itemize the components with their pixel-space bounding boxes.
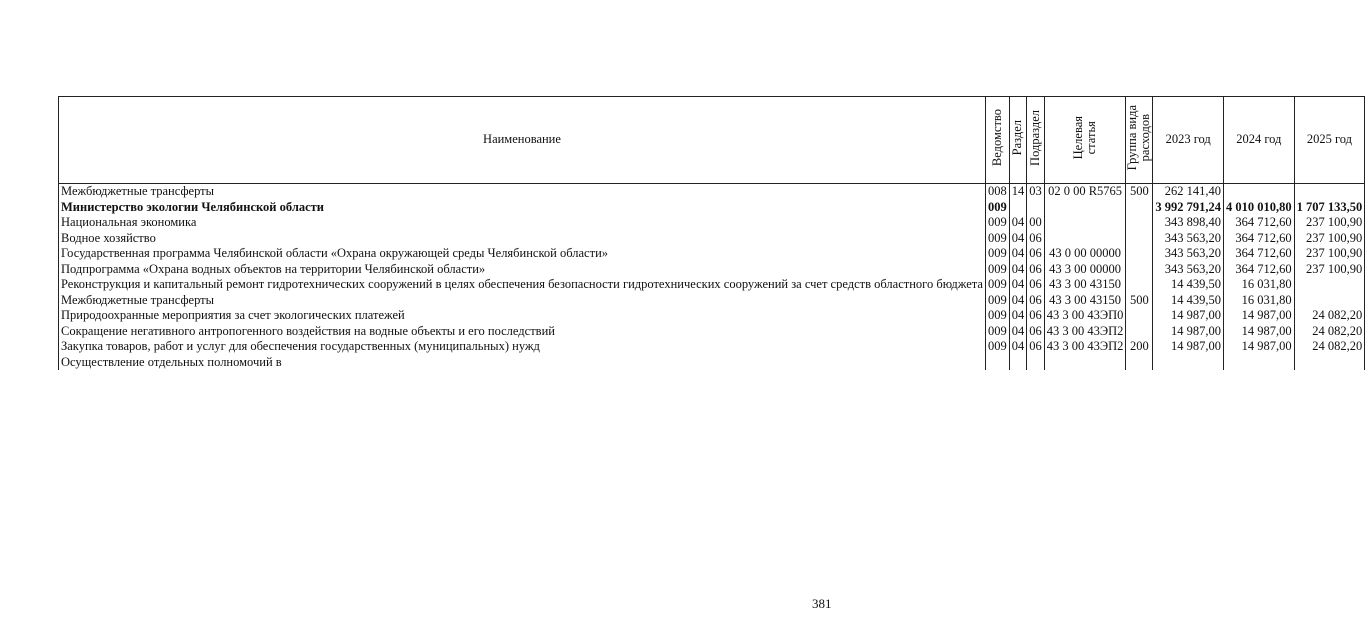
header-vedomstvo: Ведомство (985, 97, 1009, 184)
row-razdel (1009, 200, 1027, 216)
row-celevaya: 43 3 00 43ЭП2 (1044, 324, 1126, 340)
row-2023: 343 563,20 (1153, 262, 1224, 278)
row-vedomstvo: 009 (985, 277, 1009, 293)
row-vedomstvo: 009 (985, 246, 1009, 262)
row-podrazdel: 00 (1027, 215, 1045, 231)
row-celevaya: 43 3 00 43150 (1044, 293, 1126, 309)
table-row (59, 184, 1365, 200)
table-row (59, 231, 1365, 247)
row-name: Закупка товаров, работ и услуг для обеспечения государственных (муниципальных) нужд (59, 339, 986, 355)
row-2023: 14 987,00 (1153, 324, 1224, 340)
header-2024: 2024 год (1224, 97, 1295, 184)
header-razdel: Раздел (1009, 97, 1027, 184)
row-razdel: 14 (1009, 184, 1027, 200)
row-celevaya (1044, 200, 1126, 216)
budget-table (58, 96, 1365, 370)
row-podrazdel: 06 (1027, 339, 1045, 355)
row-razdel: 04 (1009, 339, 1027, 355)
row-podrazdel: 06 (1027, 293, 1045, 309)
table-header-row (59, 97, 1365, 184)
table-row (59, 215, 1365, 231)
row-2023: 343 563,20 (1153, 231, 1224, 247)
row-celevaya (1044, 215, 1126, 231)
row-gruppa (1126, 200, 1153, 216)
row-podrazdel: 06 (1027, 246, 1045, 262)
row-razdel: 04 (1009, 246, 1027, 262)
row-gruppa (1126, 308, 1153, 324)
row-gruppa: 500 (1126, 293, 1153, 309)
row-celevaya: 43 0 00 00000 (1044, 246, 1126, 262)
row-2025: 24 082,20 (1294, 308, 1365, 324)
table-row (59, 293, 1365, 309)
row-2024: 364 712,60 (1224, 246, 1295, 262)
row-celevaya: 43 3 00 43ЭП0 (1044, 308, 1126, 324)
row-vedomstvo: 009 (985, 293, 1009, 309)
row-razdel: 04 (1009, 293, 1027, 309)
row-name: Национальная экономика (59, 215, 986, 231)
row-2023: 3 992 791,24 (1153, 200, 1224, 216)
row-celevaya: 43 3 00 43150 (1044, 277, 1126, 293)
row-vedomstvo: 009 (985, 200, 1009, 216)
header-gruppa-vida-rashodov: Группа вида расходов (1126, 97, 1153, 184)
row-2023: 14 439,50 (1153, 293, 1224, 309)
row-podrazdel: 06 (1027, 262, 1045, 278)
header-podrazdel: Подраздел (1027, 97, 1045, 184)
row-2023: 14 987,00 (1153, 308, 1224, 324)
row-name: Министерство экологии Челябинской области (59, 200, 986, 216)
row-razdel (1009, 355, 1027, 371)
row-name: Водное хозяйство (59, 231, 986, 247)
row-2025: 1 707 133,50 (1294, 200, 1365, 216)
row-name: Осуществление отдельных полномочий в (59, 355, 986, 371)
row-podrazdel: 06 (1027, 277, 1045, 293)
row-podrazdel (1027, 200, 1045, 216)
row-2024: 364 712,60 (1224, 215, 1295, 231)
row-2025: 237 100,90 (1294, 231, 1365, 247)
header-2023: 2023 год (1153, 97, 1224, 184)
row-celevaya: 43 3 00 43ЭП2 (1044, 339, 1126, 355)
row-gruppa (1126, 246, 1153, 262)
row-vedomstvo: 008 (985, 184, 1009, 200)
row-gruppa (1126, 277, 1153, 293)
row-2025: 237 100,90 (1294, 246, 1365, 262)
row-2025: 24 082,20 (1294, 339, 1365, 355)
header-2025: 2025 год (1294, 97, 1365, 184)
row-2025: 237 100,90 (1294, 262, 1365, 278)
row-gruppa: 200 (1126, 339, 1153, 355)
row-2025 (1294, 184, 1365, 200)
row-razdel: 04 (1009, 277, 1027, 293)
row-name: Природоохранные мероприятия за счет экологических платежей (59, 308, 986, 324)
row-name: Подпрограмма «Охрана водных объектов на территории Челябинской области» (59, 262, 986, 278)
table-row (59, 339, 1365, 355)
table-row (59, 246, 1365, 262)
row-razdel: 04 (1009, 215, 1027, 231)
row-vedomstvo: 009 (985, 215, 1009, 231)
row-podrazdel: 06 (1027, 324, 1045, 340)
row-gruppa: 500 (1126, 184, 1153, 200)
row-gruppa (1126, 215, 1153, 231)
row-2024: 4 010 010,80 (1224, 200, 1295, 216)
row-celevaya (1044, 231, 1126, 247)
row-podrazdel: 03 (1027, 184, 1045, 200)
row-podrazdel: 06 (1027, 308, 1045, 324)
row-name: Сокращение негативного антропогенного воздействия на водные объекты и его последствий (59, 324, 986, 340)
row-celevaya: 02 0 00 R5765 (1044, 184, 1126, 200)
row-2024: 14 987,00 (1224, 339, 1295, 355)
row-razdel: 04 (1009, 262, 1027, 278)
row-gruppa (1126, 231, 1153, 247)
row-celevaya (1044, 355, 1126, 371)
row-celevaya: 43 3 00 00000 (1044, 262, 1126, 278)
table-row (59, 262, 1365, 278)
table-row (59, 355, 1365, 371)
header-celevaya-statya: Целевая статья (1044, 97, 1126, 184)
row-2025 (1294, 277, 1365, 293)
row-2024: 16 031,80 (1224, 277, 1295, 293)
row-2023: 343 898,40 (1153, 215, 1224, 231)
row-razdel: 04 (1009, 308, 1027, 324)
row-2023: 262 141,40 (1153, 184, 1224, 200)
row-2023 (1153, 355, 1224, 371)
row-vedomstvo: 009 (985, 339, 1009, 355)
row-2025 (1294, 293, 1365, 309)
row-name: Реконструкция и капитальный ремонт гидротехнических сооружений в целях обеспечения безопасности гидротехнических сооружений за счет средств областного бюджета (59, 277, 986, 293)
row-2024 (1224, 184, 1295, 200)
row-2024: 364 712,60 (1224, 262, 1295, 278)
row-vedomstvo: 009 (985, 231, 1009, 247)
row-2024: 14 987,00 (1224, 324, 1295, 340)
row-gruppa (1126, 324, 1153, 340)
table-row (59, 308, 1365, 324)
row-name: Межбюджетные трансферты (59, 293, 986, 309)
row-2025: 24 082,20 (1294, 324, 1365, 340)
row-name: Межбюджетные трансферты (59, 184, 986, 200)
row-2025: 237 100,90 (1294, 215, 1365, 231)
row-2025 (1294, 355, 1365, 371)
header-name: Наименование (59, 97, 986, 184)
row-podrazdel: 06 (1027, 231, 1045, 247)
table-row (59, 277, 1365, 293)
row-vedomstvo: 009 (985, 308, 1009, 324)
row-razdel: 04 (1009, 324, 1027, 340)
row-gruppa (1126, 262, 1153, 278)
row-2024: 364 712,60 (1224, 231, 1295, 247)
page-number: 381 (812, 596, 832, 611)
row-vedomstvo: 009 (985, 262, 1009, 278)
row-2023: 14 987,00 (1153, 339, 1224, 355)
row-vedomstvo: 009 (985, 324, 1009, 340)
row-2023: 343 563,20 (1153, 246, 1224, 262)
table-row (59, 324, 1365, 340)
row-podrazdel (1027, 355, 1045, 371)
table-row (59, 200, 1365, 216)
row-2024 (1224, 355, 1295, 371)
row-gruppa (1126, 355, 1153, 371)
row-name: Государственная программа Челябинской области «Охрана окружающей среды Челябинской области» (59, 246, 986, 262)
row-2024: 16 031,80 (1224, 293, 1295, 309)
row-razdel: 04 (1009, 231, 1027, 247)
row-2023: 14 439,50 (1153, 277, 1224, 293)
row-vedomstvo (985, 355, 1009, 371)
row-2024: 14 987,00 (1224, 308, 1295, 324)
